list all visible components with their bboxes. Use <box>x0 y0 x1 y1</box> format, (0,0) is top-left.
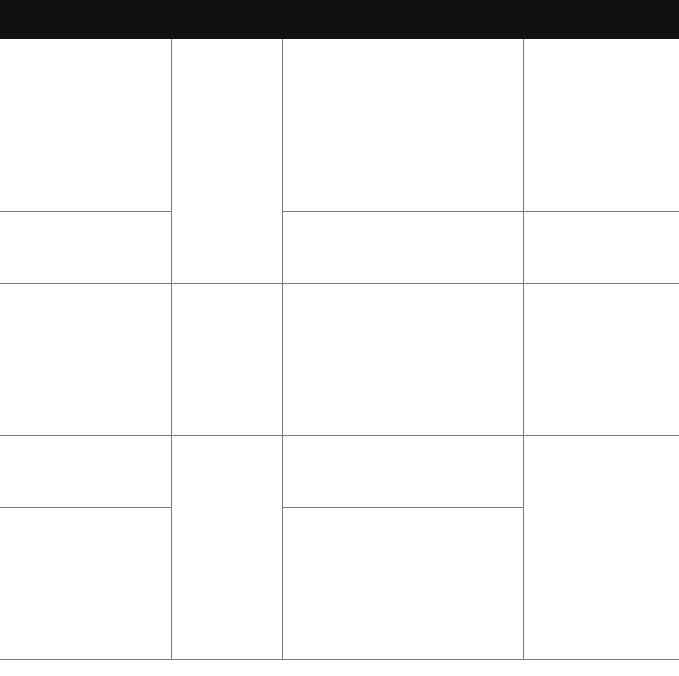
table-row-rq2 <box>0 212 679 284</box>
rq1-references-cell <box>523 39 679 212</box>
rq1-indicators-cell <box>282 39 523 212</box>
header-indicators <box>282 1 523 39</box>
table-row-rq4 <box>0 436 679 508</box>
rq3-variable-cell <box>171 284 282 436</box>
rq4-variable-cell <box>171 436 282 660</box>
rq3-references-cell <box>523 284 679 436</box>
rq1-question-cell <box>0 39 171 212</box>
header-variables <box>171 1 282 39</box>
rq5-question-cell <box>0 508 171 660</box>
rq2-question-cell <box>0 212 171 284</box>
rq3-indicators-cell <box>282 284 523 436</box>
rq2-indicators-cell <box>282 212 523 284</box>
rq4-references-cell <box>523 436 679 660</box>
header-references <box>523 1 679 39</box>
rq3-question-cell <box>0 284 171 436</box>
rq4-question-cell <box>0 436 171 508</box>
table-row-rq3 <box>0 284 679 436</box>
table-row-rq1 <box>0 39 679 212</box>
rq2-references-cell <box>523 212 679 284</box>
rq5-indicators-cell <box>282 508 523 660</box>
rq1-variable-cell <box>171 39 282 284</box>
header-research-questions <box>0 1 171 39</box>
rq4-indicators-cell <box>282 436 523 508</box>
header-row <box>0 1 679 39</box>
